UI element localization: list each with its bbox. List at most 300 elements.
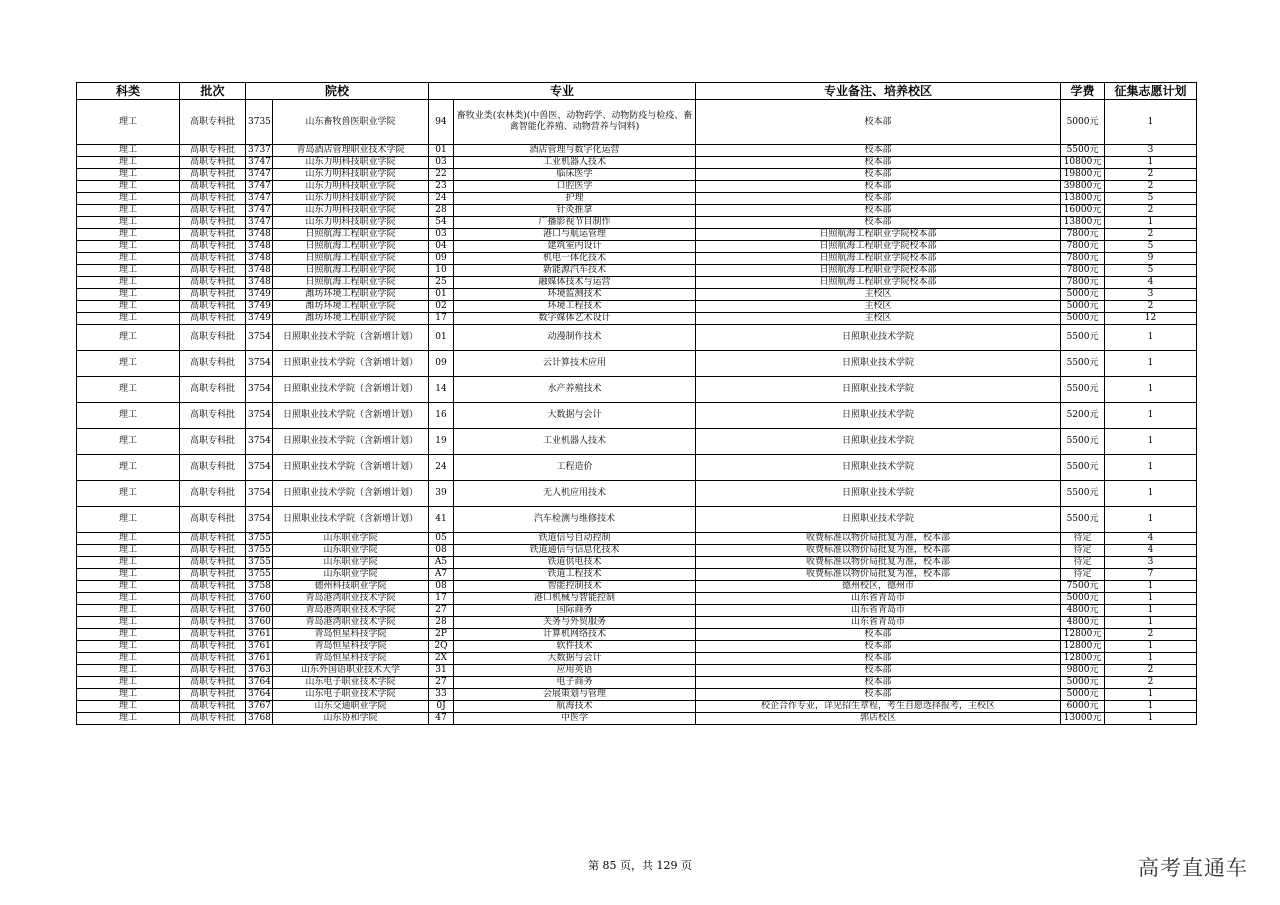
cell-plan: 2 bbox=[1105, 229, 1197, 241]
cell-type: 理工 bbox=[77, 653, 180, 665]
cell-batch: 高职专科批 bbox=[180, 677, 246, 689]
cell-major-code: 94 bbox=[429, 100, 454, 145]
table-header-row bbox=[77, 83, 1197, 100]
cell-type: 理工 bbox=[77, 569, 180, 581]
cell-school-code: 3747 bbox=[246, 217, 273, 229]
cell-school: 山东交通职业学院 bbox=[273, 701, 429, 713]
cell-plan: 1 bbox=[1105, 100, 1197, 145]
cell-major: 工业机器人技术 bbox=[454, 157, 696, 169]
cell-note: 日照航海工程职业学院校本部 bbox=[696, 241, 1061, 253]
cell-plan: 2 bbox=[1105, 181, 1197, 193]
cell-note: 日照职业技术学院 bbox=[696, 429, 1061, 455]
cell-school: 山东力明科技职业学院 bbox=[273, 181, 429, 193]
cell-major: 应用英语 bbox=[454, 665, 696, 677]
cell-batch: 高职专科批 bbox=[180, 205, 246, 217]
cell-major: 口腔医学 bbox=[454, 181, 696, 193]
cell-school: 潍坊环境工程职业学院 bbox=[273, 313, 429, 325]
cell-plan: 3 bbox=[1105, 289, 1197, 301]
cell-school-code: 3758 bbox=[246, 581, 273, 593]
cell-school: 日照职业技术学院（含新增计划） bbox=[273, 455, 429, 481]
cell-school: 日照航海工程职业学院 bbox=[273, 277, 429, 289]
cell-school-code: 3764 bbox=[246, 677, 273, 689]
table-row bbox=[77, 701, 1197, 713]
cell-fee: 5000元 bbox=[1061, 689, 1105, 701]
cell-note: 日照航海工程职业学院校本部 bbox=[696, 253, 1061, 265]
cell-fee: 4800元 bbox=[1061, 605, 1105, 617]
cell-major: 电子商务 bbox=[454, 677, 696, 689]
cell-plan: 7 bbox=[1105, 569, 1197, 581]
cell-plan: 1 bbox=[1105, 157, 1197, 169]
cell-fee: 5000元 bbox=[1061, 100, 1105, 145]
cell-type: 理工 bbox=[77, 265, 180, 277]
cell-school-code: 3755 bbox=[246, 545, 273, 557]
cell-major-code: 41 bbox=[429, 507, 454, 533]
cell-major: 云计算技术应用 bbox=[454, 351, 696, 377]
cell-major-code: 09 bbox=[429, 351, 454, 377]
cell-major-code: 54 bbox=[429, 217, 454, 229]
cell-fee: 5500元 bbox=[1061, 377, 1105, 403]
cell-major-code: 33 bbox=[429, 689, 454, 701]
table-row bbox=[77, 713, 1197, 725]
cell-major: 智能控制技术 bbox=[454, 581, 696, 593]
cell-type: 理工 bbox=[77, 581, 180, 593]
cell-major-code: 24 bbox=[429, 455, 454, 481]
cell-note: 校本部 bbox=[696, 193, 1061, 205]
cell-type: 理工 bbox=[77, 403, 180, 429]
table-row bbox=[77, 617, 1197, 629]
cell-note: 收费标准以物价局批复为准，校本部 bbox=[696, 533, 1061, 545]
cell-type: 理工 bbox=[77, 507, 180, 533]
cell-major-code: 28 bbox=[429, 617, 454, 629]
cell-school-code: 3747 bbox=[246, 181, 273, 193]
cell-fee: 5000元 bbox=[1061, 301, 1105, 313]
cell-plan: 4 bbox=[1105, 277, 1197, 289]
cell-school: 青岛港湾职业技术学院 bbox=[273, 593, 429, 605]
cell-major-code: 2Q bbox=[429, 641, 454, 653]
cell-batch: 高职专科批 bbox=[180, 217, 246, 229]
header-plan: 征集志愿计划 bbox=[1105, 83, 1197, 100]
cell-major-code: 05 bbox=[429, 533, 454, 545]
table-row bbox=[77, 193, 1197, 205]
cell-school: 山东协和学院 bbox=[273, 713, 429, 725]
cell-major: 新能源汽车技术 bbox=[454, 265, 696, 277]
cell-plan: 5 bbox=[1105, 265, 1197, 277]
cell-major: 汽车检测与维修技术 bbox=[454, 507, 696, 533]
cell-note: 日照职业技术学院 bbox=[696, 351, 1061, 377]
cell-batch: 高职专科批 bbox=[180, 181, 246, 193]
cell-plan: 1 bbox=[1105, 605, 1197, 617]
cell-type: 理工 bbox=[77, 301, 180, 313]
cell-plan: 1 bbox=[1105, 325, 1197, 351]
cell-major: 大数据与会计 bbox=[454, 653, 696, 665]
cell-plan: 1 bbox=[1105, 377, 1197, 403]
cell-type: 理工 bbox=[77, 641, 180, 653]
cell-type: 理工 bbox=[77, 533, 180, 545]
table-row bbox=[77, 157, 1197, 169]
cell-major: 航海技术 bbox=[454, 701, 696, 713]
cell-fee: 5200元 bbox=[1061, 403, 1105, 429]
cell-plan: 2 bbox=[1105, 665, 1197, 677]
cell-school: 日照航海工程职业学院 bbox=[273, 265, 429, 277]
cell-plan: 2 bbox=[1105, 301, 1197, 313]
cell-type: 理工 bbox=[77, 605, 180, 617]
cell-type: 理工 bbox=[77, 545, 180, 557]
table-row bbox=[77, 253, 1197, 265]
cell-school: 青岛恒星科技学院 bbox=[273, 641, 429, 653]
cell-batch: 高职专科批 bbox=[180, 581, 246, 593]
cell-type: 理工 bbox=[77, 665, 180, 677]
cell-plan: 1 bbox=[1105, 455, 1197, 481]
cell-major-code: 10 bbox=[429, 265, 454, 277]
cell-type: 理工 bbox=[77, 229, 180, 241]
cell-batch: 高职专科批 bbox=[180, 617, 246, 629]
table-row bbox=[77, 351, 1197, 377]
cell-batch: 高职专科批 bbox=[180, 429, 246, 455]
cell-type: 理工 bbox=[77, 351, 180, 377]
cell-fee: 5000元 bbox=[1061, 313, 1105, 325]
cell-type: 理工 bbox=[77, 481, 180, 507]
cell-plan: 1 bbox=[1105, 689, 1197, 701]
cell-school-code: 3754 bbox=[246, 507, 273, 533]
cell-batch: 高职专科批 bbox=[180, 557, 246, 569]
cell-school: 山东职业学院 bbox=[273, 557, 429, 569]
cell-major-code: 01 bbox=[429, 325, 454, 351]
cell-type: 理工 bbox=[77, 689, 180, 701]
cell-school-code: 3761 bbox=[246, 653, 273, 665]
cell-fee: 7500元 bbox=[1061, 581, 1105, 593]
cell-major-code: 01 bbox=[429, 289, 454, 301]
cell-type: 理工 bbox=[77, 277, 180, 289]
cell-batch: 高职专科批 bbox=[180, 229, 246, 241]
table-row bbox=[77, 181, 1197, 193]
page-number: 第 85 页，共 129 页 bbox=[588, 859, 692, 872]
cell-plan: 2 bbox=[1105, 677, 1197, 689]
cell-plan: 1 bbox=[1105, 581, 1197, 593]
cell-major: 动漫制作技术 bbox=[454, 325, 696, 351]
cell-fee: 待定 bbox=[1061, 545, 1105, 557]
cell-major-code: A7 bbox=[429, 569, 454, 581]
cell-school-code: 3760 bbox=[246, 617, 273, 629]
cell-batch: 高职专科批 bbox=[180, 653, 246, 665]
cell-batch: 高职专科批 bbox=[180, 169, 246, 181]
cell-type: 理工 bbox=[77, 455, 180, 481]
cell-plan: 1 bbox=[1105, 593, 1197, 605]
cell-major-code: 17 bbox=[429, 313, 454, 325]
table-row bbox=[77, 241, 1197, 253]
cell-type: 理工 bbox=[77, 217, 180, 229]
cell-type: 理工 bbox=[77, 629, 180, 641]
cell-school: 山东电子职业技术学院 bbox=[273, 677, 429, 689]
cell-fee: 10800元 bbox=[1061, 157, 1105, 169]
cell-note: 校本部 bbox=[696, 641, 1061, 653]
cell-batch: 高职专科批 bbox=[180, 325, 246, 351]
cell-batch: 高职专科批 bbox=[180, 253, 246, 265]
cell-type: 理工 bbox=[77, 713, 180, 725]
header-batch: 批次 bbox=[180, 83, 246, 100]
cell-fee: 7800元 bbox=[1061, 265, 1105, 277]
cell-fee: 5500元 bbox=[1061, 481, 1105, 507]
cell-school-code: 3768 bbox=[246, 713, 273, 725]
cell-fee: 16000元 bbox=[1061, 205, 1105, 217]
cell-fee: 7800元 bbox=[1061, 241, 1105, 253]
table-row bbox=[77, 481, 1197, 507]
cell-note: 日照职业技术学院 bbox=[696, 377, 1061, 403]
cell-note: 主校区 bbox=[696, 313, 1061, 325]
cell-batch: 高职专科批 bbox=[180, 455, 246, 481]
cell-major-code: 16 bbox=[429, 403, 454, 429]
cell-major-code: 2X bbox=[429, 653, 454, 665]
table-row bbox=[77, 217, 1197, 229]
cell-note: 收费标准以物价局批复为准，校本部 bbox=[696, 545, 1061, 557]
cell-school: 日照航海工程职业学院 bbox=[273, 253, 429, 265]
cell-major-code: 39 bbox=[429, 481, 454, 507]
cell-major: 针灸推拿 bbox=[454, 205, 696, 217]
cell-fee: 4800元 bbox=[1061, 617, 1105, 629]
cell-school: 青岛港湾职业技术学院 bbox=[273, 617, 429, 629]
cell-plan: 1 bbox=[1105, 641, 1197, 653]
cell-fee: 13000元 bbox=[1061, 713, 1105, 725]
cell-major: 无人机应用技术 bbox=[454, 481, 696, 507]
cell-note: 日照职业技术学院 bbox=[696, 325, 1061, 351]
cell-note: 日照职业技术学院 bbox=[696, 455, 1061, 481]
cell-plan: 3 bbox=[1105, 557, 1197, 569]
cell-note: 主校区 bbox=[696, 301, 1061, 313]
cell-school-code: 3747 bbox=[246, 169, 273, 181]
table-row bbox=[77, 301, 1197, 313]
cell-school: 德州科技职业学院 bbox=[273, 581, 429, 593]
cell-major: 中医学 bbox=[454, 713, 696, 725]
cell-school-code: 3760 bbox=[246, 605, 273, 617]
cell-batch: 高职专科批 bbox=[180, 545, 246, 557]
cell-note: 校本部 bbox=[696, 677, 1061, 689]
header-school: 院校 bbox=[246, 83, 429, 100]
table-row bbox=[77, 277, 1197, 289]
cell-type: 理工 bbox=[77, 313, 180, 325]
cell-school: 山东电子职业技术学院 bbox=[273, 689, 429, 701]
cell-fee: 12800元 bbox=[1061, 653, 1105, 665]
cell-note: 山东省青岛市 bbox=[696, 593, 1061, 605]
cell-school-code: 3735 bbox=[246, 100, 273, 145]
cell-major-code: 03 bbox=[429, 229, 454, 241]
cell-type: 理工 bbox=[77, 100, 180, 145]
cell-major-code: 04 bbox=[429, 241, 454, 253]
cell-major-code: 03 bbox=[429, 157, 454, 169]
cell-plan: 2 bbox=[1105, 205, 1197, 217]
table-row bbox=[77, 545, 1197, 557]
cell-note: 校本部 bbox=[696, 689, 1061, 701]
cell-batch: 高职专科批 bbox=[180, 605, 246, 617]
table-row bbox=[77, 533, 1197, 545]
cell-note: 校本部 bbox=[696, 653, 1061, 665]
cell-batch: 高职专科批 bbox=[180, 301, 246, 313]
cell-school-code: 3760 bbox=[246, 593, 273, 605]
cell-batch: 高职专科批 bbox=[180, 100, 246, 145]
cell-school: 日照职业技术学院（含新增计划） bbox=[273, 351, 429, 377]
cell-note: 校企合作专业，详见招生章程，考生自愿选择报考，主校区 bbox=[696, 701, 1061, 713]
cell-batch: 高职专科批 bbox=[180, 241, 246, 253]
cell-plan: 2 bbox=[1105, 629, 1197, 641]
cell-note: 日照航海工程职业学院校本部 bbox=[696, 229, 1061, 241]
cell-major: 港口与航运管理 bbox=[454, 229, 696, 241]
cell-school: 日照职业技术学院（含新增计划） bbox=[273, 377, 429, 403]
cell-major: 关务与外贸服务 bbox=[454, 617, 696, 629]
cell-type: 理工 bbox=[77, 593, 180, 605]
cell-batch: 高职专科批 bbox=[180, 277, 246, 289]
cell-plan: 5 bbox=[1105, 241, 1197, 253]
cell-type: 理工 bbox=[77, 181, 180, 193]
cell-plan: 5 bbox=[1105, 193, 1197, 205]
cell-school-code: 3767 bbox=[246, 701, 273, 713]
cell-fee: 5500元 bbox=[1061, 429, 1105, 455]
cell-batch: 高职专科批 bbox=[180, 377, 246, 403]
table-row bbox=[77, 429, 1197, 455]
cell-school: 山东力明科技职业学院 bbox=[273, 217, 429, 229]
cell-plan: 2 bbox=[1105, 169, 1197, 181]
cell-school: 山东力明科技职业学院 bbox=[273, 169, 429, 181]
cell-batch: 高职专科批 bbox=[180, 145, 246, 157]
cell-major: 机电一体化技术 bbox=[454, 253, 696, 265]
cell-fee: 7800元 bbox=[1061, 229, 1105, 241]
cell-note: 校本部 bbox=[696, 145, 1061, 157]
cell-school-code: 3748 bbox=[246, 253, 273, 265]
cell-note: 德州校区，德州市 bbox=[696, 581, 1061, 593]
cell-major: 环境工程技术 bbox=[454, 301, 696, 313]
cell-school-code: 3754 bbox=[246, 455, 273, 481]
cell-type: 理工 bbox=[77, 429, 180, 455]
cell-batch: 高职专科批 bbox=[180, 533, 246, 545]
cell-major-code: 25 bbox=[429, 277, 454, 289]
cell-fee: 13800元 bbox=[1061, 217, 1105, 229]
cell-fee: 5500元 bbox=[1061, 325, 1105, 351]
cell-note: 日照职业技术学院 bbox=[696, 403, 1061, 429]
table-row bbox=[77, 325, 1197, 351]
cell-major-code: 24 bbox=[429, 193, 454, 205]
cell-major-code: 23 bbox=[429, 181, 454, 193]
cell-major: 临床医学 bbox=[454, 169, 696, 181]
cell-major: 工业机器人技术 bbox=[454, 429, 696, 455]
cell-major: 大数据与会计 bbox=[454, 403, 696, 429]
table-row bbox=[77, 507, 1197, 533]
cell-school-code: 3755 bbox=[246, 557, 273, 569]
cell-note: 校本部 bbox=[696, 169, 1061, 181]
cell-major: 酒店管理与数字化运营 bbox=[454, 145, 696, 157]
cell-type: 理工 bbox=[77, 169, 180, 181]
cell-major-code: 02 bbox=[429, 301, 454, 313]
cell-school-code: 3755 bbox=[246, 569, 273, 581]
cell-school-code: 3754 bbox=[246, 429, 273, 455]
table-row bbox=[77, 265, 1197, 277]
cell-batch: 高职专科批 bbox=[180, 569, 246, 581]
cell-batch: 高职专科批 bbox=[180, 641, 246, 653]
cell-school-code: 3754 bbox=[246, 377, 273, 403]
cell-type: 理工 bbox=[77, 701, 180, 713]
cell-school: 山东职业学院 bbox=[273, 533, 429, 545]
header-note: 专业备注、培养校区 bbox=[696, 83, 1061, 100]
table-row bbox=[77, 689, 1197, 701]
table-row bbox=[77, 605, 1197, 617]
cell-major-code: A5 bbox=[429, 557, 454, 569]
cell-school: 潍坊环境工程职业学院 bbox=[273, 289, 429, 301]
cell-school: 山东畜牧兽医职业学院 bbox=[273, 100, 429, 145]
cell-fee: 待定 bbox=[1061, 533, 1105, 545]
cell-major: 港口机械与智能控制 bbox=[454, 593, 696, 605]
cell-school: 青岛恒星科技学院 bbox=[273, 629, 429, 641]
table-row bbox=[77, 677, 1197, 689]
cell-major: 水产养殖技术 bbox=[454, 377, 696, 403]
cell-school: 山东力明科技职业学院 bbox=[273, 157, 429, 169]
cell-fee: 待定 bbox=[1061, 557, 1105, 569]
cell-plan: 1 bbox=[1105, 481, 1197, 507]
cell-school-code: 3747 bbox=[246, 157, 273, 169]
cell-note: 山东省青岛市 bbox=[696, 617, 1061, 629]
cell-school: 青岛酒店管理职业技术学院 bbox=[273, 145, 429, 157]
cell-type: 理工 bbox=[77, 145, 180, 157]
cell-school-code: 3763 bbox=[246, 665, 273, 677]
cell-school-code: 3748 bbox=[246, 241, 273, 253]
cell-note: 校本部 bbox=[696, 205, 1061, 217]
cell-school: 潍坊环境工程职业学院 bbox=[273, 301, 429, 313]
cell-plan: 12 bbox=[1105, 313, 1197, 325]
cell-note: 主校区 bbox=[696, 289, 1061, 301]
cell-plan: 1 bbox=[1105, 507, 1197, 533]
cell-school: 日照航海工程职业学院 bbox=[273, 229, 429, 241]
cell-major: 会展策划与管理 bbox=[454, 689, 696, 701]
cell-batch: 高职专科批 bbox=[180, 593, 246, 605]
cell-major-code: 27 bbox=[429, 677, 454, 689]
cell-major: 计算机网络技术 bbox=[454, 629, 696, 641]
cell-major: 工程造价 bbox=[454, 455, 696, 481]
cell-school: 山东职业学院 bbox=[273, 569, 429, 581]
cell-school: 山东力明科技职业学院 bbox=[273, 205, 429, 217]
cell-school: 山东职业学院 bbox=[273, 545, 429, 557]
table-row bbox=[77, 229, 1197, 241]
header-type: 科类 bbox=[77, 83, 180, 100]
cell-major-code: 27 bbox=[429, 605, 454, 617]
cell-note: 校本部 bbox=[696, 100, 1061, 145]
cell-major-code: 17 bbox=[429, 593, 454, 605]
cell-batch: 高职专科批 bbox=[180, 689, 246, 701]
cell-school-code: 3748 bbox=[246, 277, 273, 289]
cell-major: 国际商务 bbox=[454, 605, 696, 617]
cell-major: 软件技术 bbox=[454, 641, 696, 653]
cell-plan: 1 bbox=[1105, 617, 1197, 629]
table-row bbox=[77, 100, 1197, 145]
cell-plan: 1 bbox=[1105, 429, 1197, 455]
cell-plan: 1 bbox=[1105, 713, 1197, 725]
cell-major: 融媒体技术与运营 bbox=[454, 277, 696, 289]
cell-batch: 高职专科批 bbox=[180, 665, 246, 677]
cell-major-code: 28 bbox=[429, 205, 454, 217]
cell-major: 畜牧业类(农林类)(中兽医、动物药学、动物防疫与检疫、畜禽智能化养殖、动物营养与饲料) bbox=[454, 100, 696, 145]
cell-batch: 高职专科批 bbox=[180, 193, 246, 205]
cell-note: 收费标准以物价局批复为准，校本部 bbox=[696, 557, 1061, 569]
cell-major: 铁道通信与信息化技术 bbox=[454, 545, 696, 557]
cell-school: 日照职业技术学院（含新增计划） bbox=[273, 481, 429, 507]
cell-note: 山东省青岛市 bbox=[696, 605, 1061, 617]
table-row bbox=[77, 403, 1197, 429]
table-row bbox=[77, 569, 1197, 581]
table-row bbox=[77, 665, 1197, 677]
cell-type: 理工 bbox=[77, 193, 180, 205]
cell-major: 护理 bbox=[454, 193, 696, 205]
cell-school-code: 3754 bbox=[246, 403, 273, 429]
cell-major-code: 0J bbox=[429, 701, 454, 713]
cell-school: 日照职业技术学院（含新增计划） bbox=[273, 429, 429, 455]
cell-type: 理工 bbox=[77, 557, 180, 569]
table-row bbox=[77, 145, 1197, 157]
cell-plan: 1 bbox=[1105, 701, 1197, 713]
cell-major: 环境监测技术 bbox=[454, 289, 696, 301]
